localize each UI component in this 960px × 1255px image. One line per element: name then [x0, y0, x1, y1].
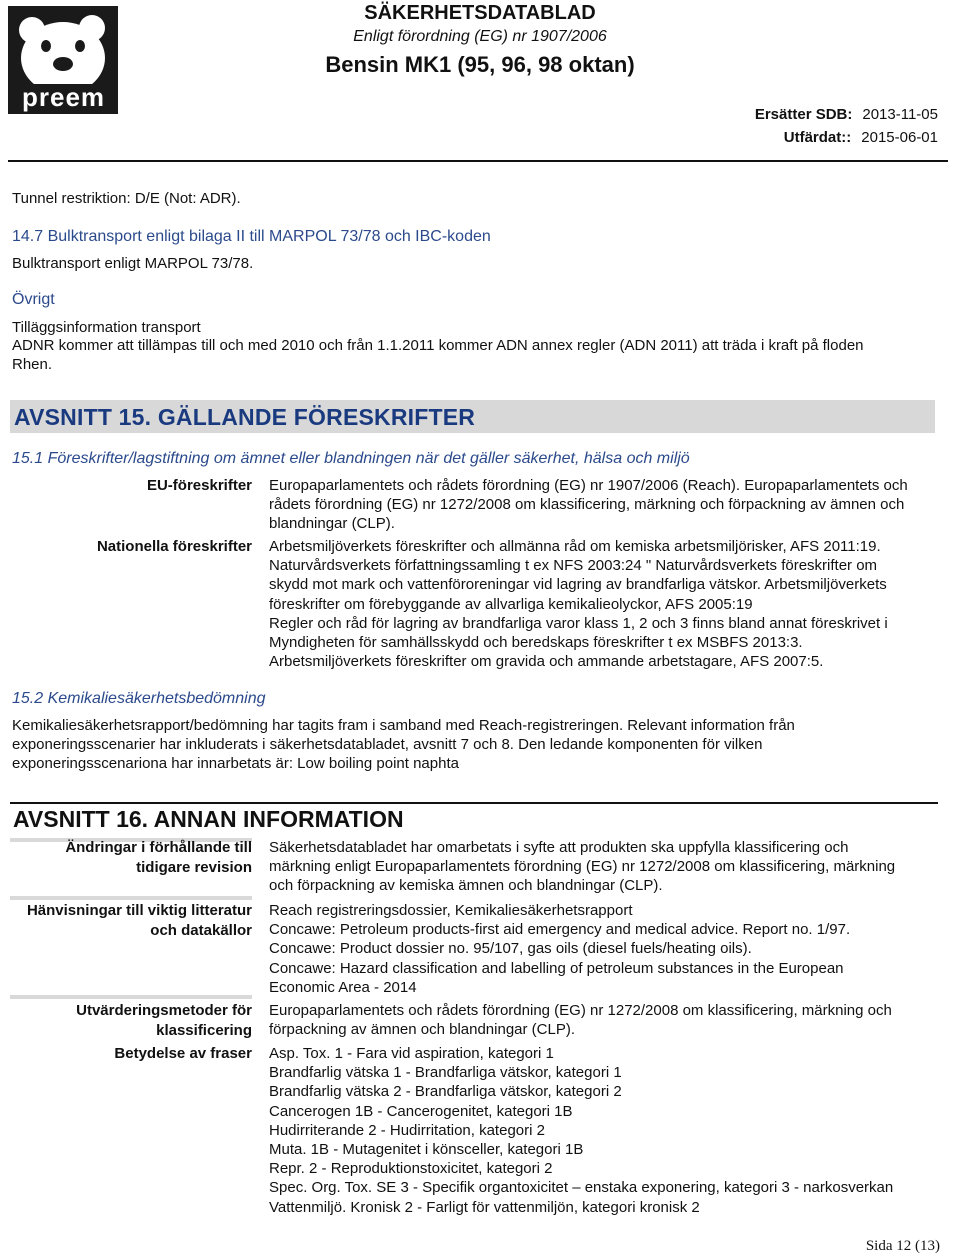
- section-16-title: AVSNITT 16. ANNAN INFORMATION: [13, 806, 404, 832]
- national-line: Naturvårdsverkets författningssamling t ex NFS 2003:24 " Naturvårdsverkets föreskrifter om: [269, 557, 878, 575]
- reference-line: Reach registreringsdossier, Kemikaliesäkerhetsrapport: [269, 902, 633, 919]
- issued-value: 2015-06-01: [861, 129, 938, 146]
- label-strip: [10, 896, 252, 900]
- changes-label: [10, 838, 252, 878]
- eu-text: [269, 476, 908, 534]
- evaluation-label: [10, 1001, 252, 1041]
- references-label-line: och datakällor: [150, 922, 252, 939]
- changes-line: Säkerhetsdatabladet har omarbetats i syfte att produkten ska uppfylla klassificering och: [269, 839, 849, 856]
- national-line: Arbetsmiljöverkets föreskrifter om gravida och ammande arbetstagare, AFS 2007:5.: [269, 653, 824, 671]
- national-line: Myndigheten för samhällsskydd och beredskaps föreskrifter t ex MSBFS 2013:3.: [269, 634, 803, 652]
- phrase-line: Muta. 1B - Mutagenitet i könsceller, kategori 1B: [269, 1141, 584, 1159]
- phrases-text: [269, 1044, 893, 1217]
- national-label: Nationella föreskrifter: [96, 538, 252, 555]
- reference-line: Concawe: Hazard classification and labelling of petroleum substances in the European: [269, 959, 844, 977]
- eu-label: EU-föreskrifter: [146, 477, 252, 494]
- replaces-row: [752, 106, 938, 123]
- product-name: Bensin MK1 (95, 96, 98 oktan): [325, 52, 635, 77]
- section-16-header: [10, 802, 938, 834]
- ovrigt-heading: Övrigt: [12, 291, 55, 308]
- section-15-header: [10, 400, 935, 433]
- changes-text: [269, 838, 895, 896]
- references-label-line: Hänvisningar till viktig litteratur: [26, 902, 252, 919]
- regulation-subtitle: Enligt förordning (EG) nr 1907/2006: [353, 28, 607, 45]
- assessment-line: Kemikaliesäkerhetsrapport/bedömning har tagits fram i samband med Reach-registreringen. Relevant information från: [12, 717, 795, 734]
- tunnel-restriction: Tunnel restriktion: D/E (Not: ADR).: [12, 190, 241, 207]
- changes-line: märkning enligt Europaparlamentets förordning (EG) nr 1272/2008 om klassificering, märkning: [269, 858, 896, 876]
- assessment-text: [12, 716, 795, 773]
- document-title: SÄKERHETSDATABLAD: [364, 2, 596, 24]
- national-line: Regler och råd för lagring av brandfarliga varor klass 1, 2 och 3 finns bland annat föreskrivet i: [269, 614, 888, 632]
- phrase-line: Spec. Org. Tox. SE 3 - Specifik organtoxicitet – enstaka exponering, kategori 3 - narkosverkan: [269, 1179, 894, 1197]
- label-strip: [10, 995, 252, 999]
- reference-line: Concawe: Product dossier no. 95/107, gas oils (diesel fuels/heating oils).: [269, 940, 752, 958]
- eu-line: Europaparlamentets och rådets förordning (EG) nr 1907/2006 (Reach). Europaparlamentets och: [269, 477, 908, 494]
- phrase-line: Brandfarlig vätska 2 - Brandfarliga vätskor, kategori 2: [269, 1083, 622, 1101]
- eu-line: rådets förordning (EG) nr 1272/2008 om klassificering, märkning och förpackning av ämnen och: [269, 496, 905, 514]
- evaluation-line: Europaparlamentets och rådets förordning (EG) nr 1272/2008 om klassificering, märkning och: [269, 1002, 892, 1019]
- evaluation-label-line: Utvärderingsmetoder för: [76, 1002, 252, 1019]
- evaluation-text: [269, 1001, 892, 1039]
- adnr-line-2: Rhen.: [12, 356, 53, 373]
- reference-line: Economic Area - 2014: [269, 978, 417, 996]
- replaces-label: Ersätter SDB:: [754, 106, 853, 123]
- phrase-line: Hudirriterande 2 - Hudirritation, kategori 2: [269, 1121, 545, 1139]
- references-text: [269, 901, 850, 997]
- section-15-title: AVSNITT 15. GÄLLANDE FÖRESKRIFTER: [14, 404, 476, 430]
- changes-label-line: tidigare revision: [136, 859, 252, 876]
- page-number: Sida 12 (13): [865, 1238, 940, 1254]
- phrase-line: Brandfarlig vätska 1 - Brandfarliga vätskor, kategori 1: [269, 1064, 622, 1082]
- references-label: [10, 901, 252, 941]
- subsection-15-2: 15.2 Kemikaliesäkerhetsbedömning: [12, 690, 266, 707]
- phrase-line: Repr. 2 - Reproduktionstoxicitet, kategori 2: [269, 1160, 553, 1178]
- header-divider: [8, 160, 948, 162]
- reference-line: Concawe: Petroleum products-first aid emergency and medical advice. Report no. 1/97.: [269, 921, 851, 939]
- phrase-line: Vattenmiljö. Kronisk 2 - Farligt för vattenmiljön, kategori kronisk 2: [269, 1198, 700, 1216]
- national-line: Arbetsmiljöverkets föreskrifter och allmänna råd om kemiska arbetsmiljörisker, AFS 2011:19.: [269, 538, 881, 555]
- adnr-line-1: ADNR kommer att tillämpas till och med 2010 och från 1.1.2011 kommer ADN annex regler (ADN 2011) att träda i kraft på floden: [12, 337, 864, 354]
- assessment-line: exponeringsscenarier har inkluderats i säkerhetsdatabladet, avsnitt 7 och 8. Den ledande komponenten för vilken: [12, 736, 763, 753]
- changes-label-line: Ändringar i förhållande till: [65, 839, 252, 856]
- phrases-label: Betydelse av fraser: [114, 1045, 252, 1062]
- national-text: [269, 537, 888, 671]
- subsection-15-1: 15.1 Föreskrifter/lagstiftning om ämnet eller blandningen när det gäller säkerhet, hälsa och miljö: [12, 450, 690, 467]
- changes-line: och förpackning av kemiska ämnen och blandningar (CLP).: [269, 877, 663, 895]
- phrase-line: Cancerogen 1B - Cancerogenitet, kategori 1B: [269, 1102, 573, 1120]
- eu-line: blandningar (CLP).: [269, 515, 395, 533]
- extra-heading: Tilläggsinformation transport: [12, 319, 201, 336]
- phrase-line: Asp. Tox. 1 - Fara vid aspiration, kategori 1: [269, 1045, 554, 1062]
- national-line: föreskrifter om förebyggande av allvarliga kemikalieolyckor, AFS 2005:19: [269, 595, 753, 613]
- evaluation-label-line: klassificering: [156, 1022, 252, 1039]
- assessment-line: exponeringsscenariona har innarbetats är: Low boiling point naphta: [12, 755, 459, 772]
- bulk-text: Bulktransport enligt MARPOL 73/78.: [12, 255, 254, 272]
- evaluation-line: förpackning av ämnen och blandningar (CLP).: [269, 1021, 576, 1039]
- issued-label: Utfärdat::: [783, 129, 852, 146]
- bulk-heading: 14.7 Bulktransport enligt bilaga II till MARPOL 73/78 och IBC-koden: [12, 228, 491, 245]
- issued-row: [751, 129, 938, 146]
- replaces-value: 2013-11-05: [862, 106, 938, 123]
- national-line: skydd mot mark och vattenföroreningar vid lagring av brandfarliga vätskor. Arbetsmiljöverkets: [269, 576, 887, 594]
- logo-text: preem: [22, 82, 106, 112]
